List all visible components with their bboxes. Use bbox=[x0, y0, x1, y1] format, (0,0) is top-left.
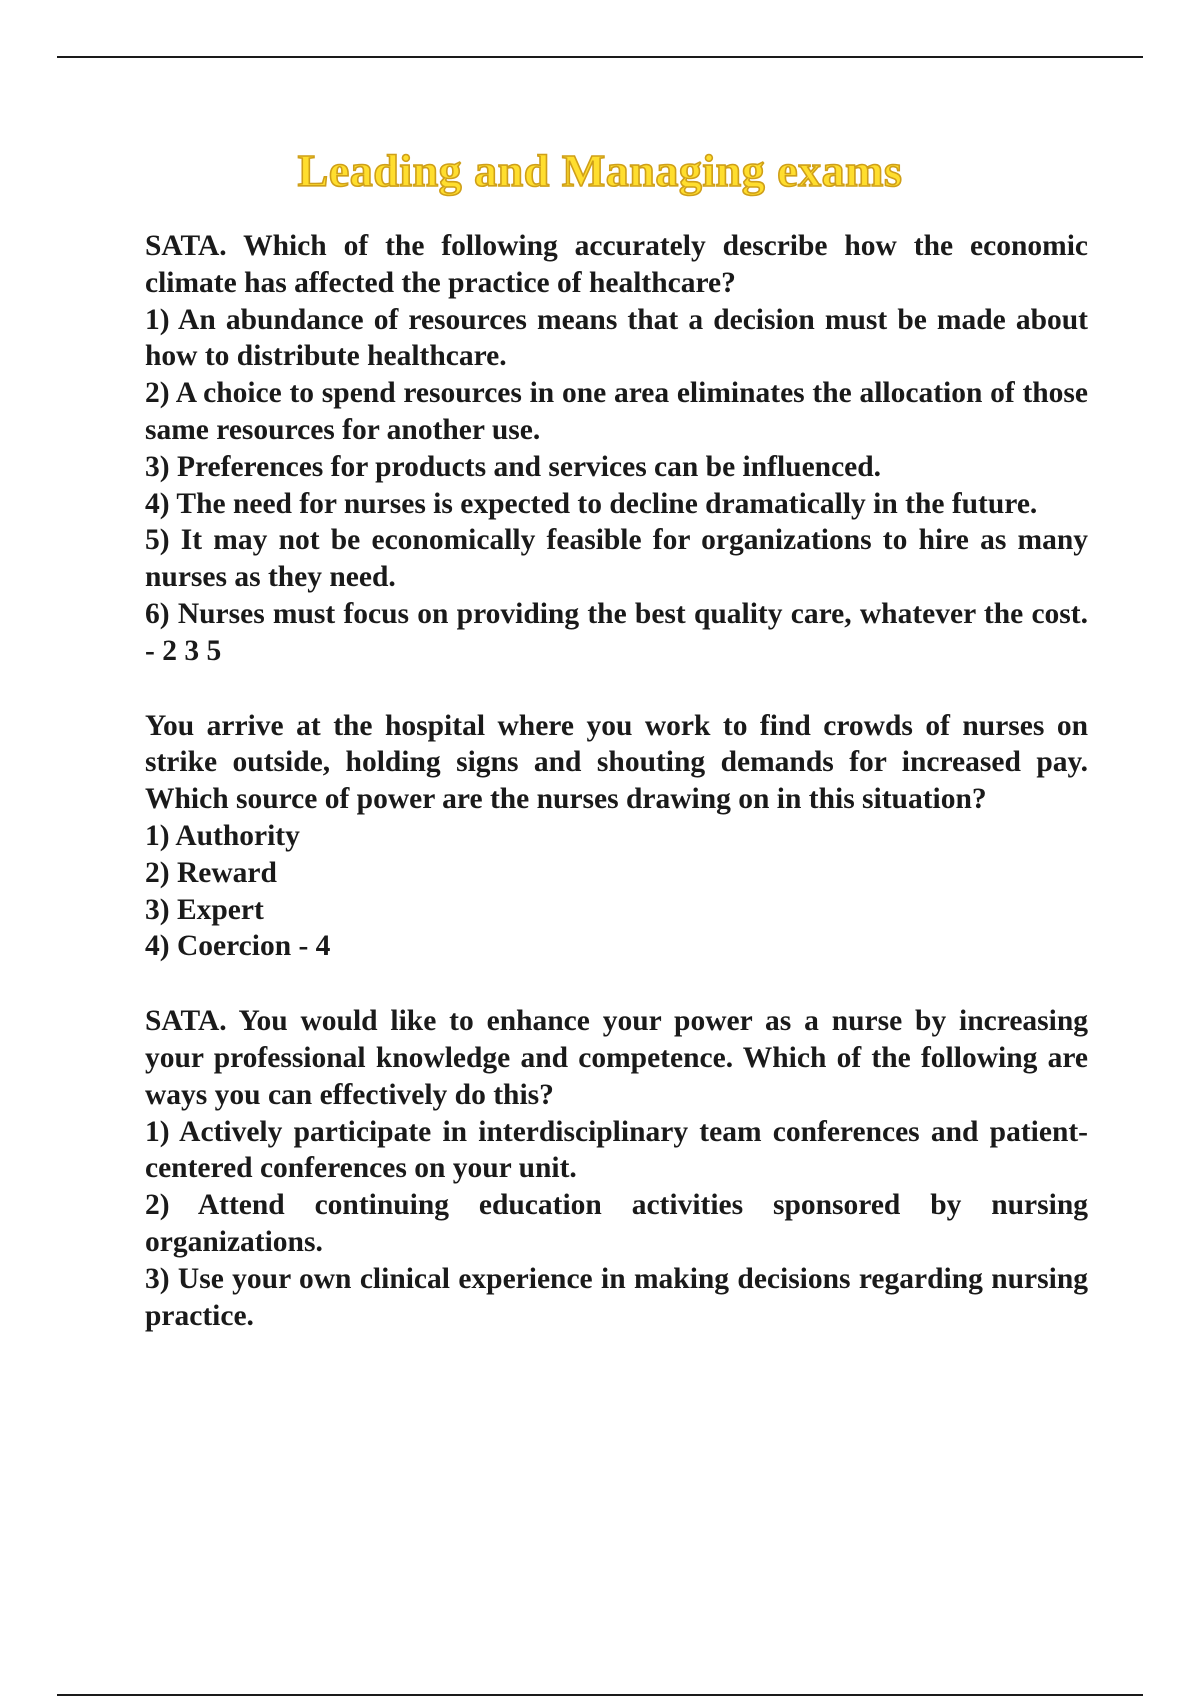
question-option: 3) Use your own clinical experience in making decisions regarding nursing practice. bbox=[145, 1262, 1088, 1332]
question-option: 1) Authority bbox=[145, 819, 300, 852]
question-option: 3) Expert bbox=[145, 893, 264, 926]
header-rule bbox=[57, 56, 1143, 58]
question-option: 2) Reward bbox=[145, 856, 277, 889]
document-body bbox=[145, 228, 1088, 1372]
question-option: 4) Coercion - 4 bbox=[145, 930, 331, 963]
question-2 bbox=[145, 708, 1088, 966]
question-option: 4) The need for nurses is expected to decline dramatically in the future. bbox=[145, 487, 1038, 520]
question-option: 2) Attend continuing education activities sponsored by nursing organizations. bbox=[145, 1189, 1088, 1258]
question-option: 2) A choice to spend resources in one area eliminates the allocation of those same resources for another use. bbox=[145, 377, 1088, 446]
question-option: 1) An abundance of resources means that a decision must be made about how to distribute healthcare. bbox=[145, 303, 1088, 373]
question-option: 3) Preferences for products and services can be influenced. bbox=[145, 450, 882, 483]
question-stem: SATA. You would like to enhance your power as a nurse by increasing your professional knowledge and competence. Which of the following are ways you can effectively do this? bbox=[145, 1005, 1088, 1111]
footer-rule bbox=[57, 1694, 1143, 1696]
question-3 bbox=[145, 1003, 1088, 1334]
question-stem: You arrive at the hospital where you work to find crowds of nurses on strike outside, holding signs and shouting demands for increased pay. Which source of power are the nurses drawing on in this situation? bbox=[145, 709, 1088, 816]
question-option: 6) Nurses must focus on providing the best quality care, whatever the cost. - 2 3 5 bbox=[145, 597, 1088, 667]
question-stem: SATA. Which of the following accurately describe how the economic climate has affected the practice of healthcare? bbox=[145, 230, 1088, 299]
question-1 bbox=[145, 228, 1088, 670]
question-option: 1) Actively participate in interdisciplinary team conferences and patient-centered conferences on your unit. bbox=[145, 1115, 1088, 1185]
question-option: 5) It may not be economically feasible for organizations to hire as many nurses as they need. bbox=[145, 524, 1088, 594]
page-title: Leading and Managing exams bbox=[297, 145, 903, 196]
